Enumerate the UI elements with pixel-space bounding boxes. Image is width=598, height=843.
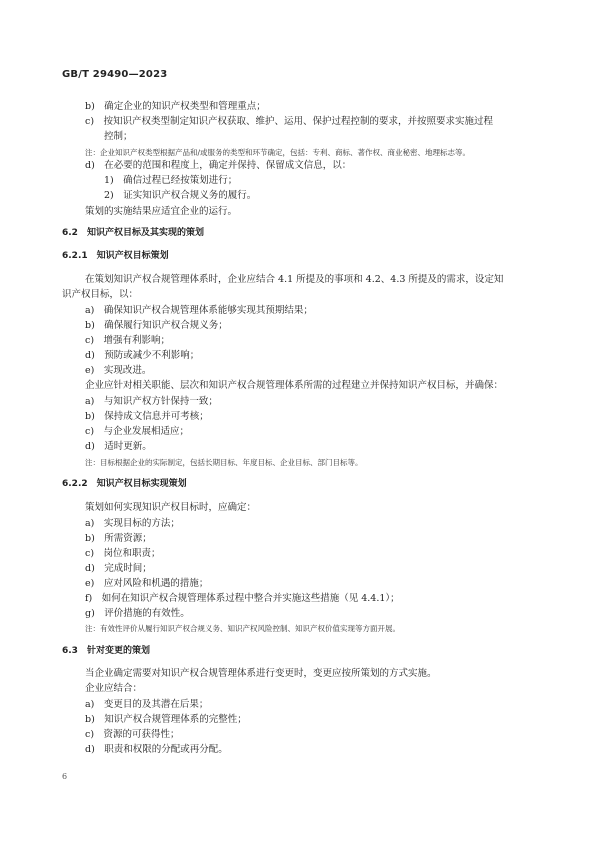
section-heading: 6.2.1 知识产权目标策划 [62, 251, 169, 261]
text-line: d) 适时更新。 [85, 441, 152, 452]
text-line: b) 确保履行知识产权合规义务； [85, 320, 228, 331]
section-heading: 6.2.2 知识产权目标实现策划 [62, 479, 187, 489]
text-line: c) 与企业发展相适应； [85, 426, 190, 437]
text-line: d) 完成时间； [85, 563, 152, 574]
text-line: 策划的实施结果应适宜企业的运行。 [85, 206, 238, 217]
section-heading: 6.2 知识产权目标及其实现的策划 [62, 228, 204, 238]
text-line: a) 变更目的及其潜在后果； [85, 699, 209, 710]
section-heading: 6.3 针对变更的策划 [62, 646, 150, 656]
text-line: e) 应对风险和机遇的措施； [85, 578, 209, 589]
text-line: b) 知识产权合规管理体系的完整性； [85, 714, 247, 725]
text-line: d) 职责和权限的分配或再分配。 [85, 744, 228, 755]
note-line: 注：目标根据企业的实际制定，包括长期目标、年度目标、企业目标、部门目标等。 [85, 458, 363, 467]
text-line: 企业应结合： [85, 683, 143, 694]
text-line: 在策划知识产权合规管理体系时，企业应结合 4.1 所提及的事项和 4.2、4.3 所提及的需求，设定知 [85, 274, 504, 285]
text-line: c) 按知识产权类型制定知识产权获取、维护、运用、保护过程控制的要求，并按照要求实施过程 [85, 116, 494, 127]
note-line: 注：企业知识产权类型根据产品和/或服务的类型和环节确定，包括：专利、商标、著作权、商业秘密、地理标志等。 [85, 148, 471, 157]
text-line: a) 确保知识产权合规管理体系能够实现其预期结果； [85, 305, 313, 316]
text-line: a) 实现目标的方法； [85, 518, 180, 529]
text-line: a) 与知识产权方针保持一致； [85, 396, 218, 407]
text-line: 2) 证实知识产权合规义务的履行。 [104, 190, 257, 201]
text-line: e) 实现改进。 [85, 365, 152, 376]
text-line: 识产权目标，以： [62, 289, 139, 300]
text-line: c) 资源的可获得性； [85, 729, 180, 740]
text-line: g) 评价措施的有效性。 [85, 608, 190, 619]
text-line: b) 确定企业的知识产权类型和管理重点； [85, 101, 266, 112]
standard-code: GB/T 29490—2023 [62, 69, 168, 80]
note-line: 注：有效性评价从履行知识产权合规义务、知识产权风险控制、知识产权价值实现等方面开展。 [85, 624, 400, 633]
text-line: f) 如何在知识产权合规管理体系过程中整合并实施这些措施（见 4.4.1）； [85, 593, 400, 604]
text-line: 1) 确信过程已经按策划进行； [104, 175, 238, 186]
text-line: b) 所需资源； [85, 533, 152, 544]
page-number: 6 [62, 772, 68, 781]
text-line: d) 在必要的范围和程度上，确定并保持、保留成文信息，以： [85, 160, 352, 171]
text-line: 控制； [104, 131, 133, 142]
text-line: 策划如何实现知识产权目标时，应确定： [85, 502, 257, 513]
text-line: b) 保持成文信息并可考核； [85, 411, 209, 422]
text-line: c) 岗位和职责； [85, 548, 161, 559]
text-line: c) 增强有利影响； [85, 335, 171, 346]
text-line: d) 预防或减少不利影响； [85, 350, 200, 361]
text-line: 当企业确定需要对知识产权合规管理体系进行变更时，变更应按所策划的方式实施。 [85, 668, 437, 679]
text-line: 企业应针对相关职能、层次和知识产权合规管理体系所需的过程建立并保持知识产权目标，并确保： [85, 380, 504, 391]
